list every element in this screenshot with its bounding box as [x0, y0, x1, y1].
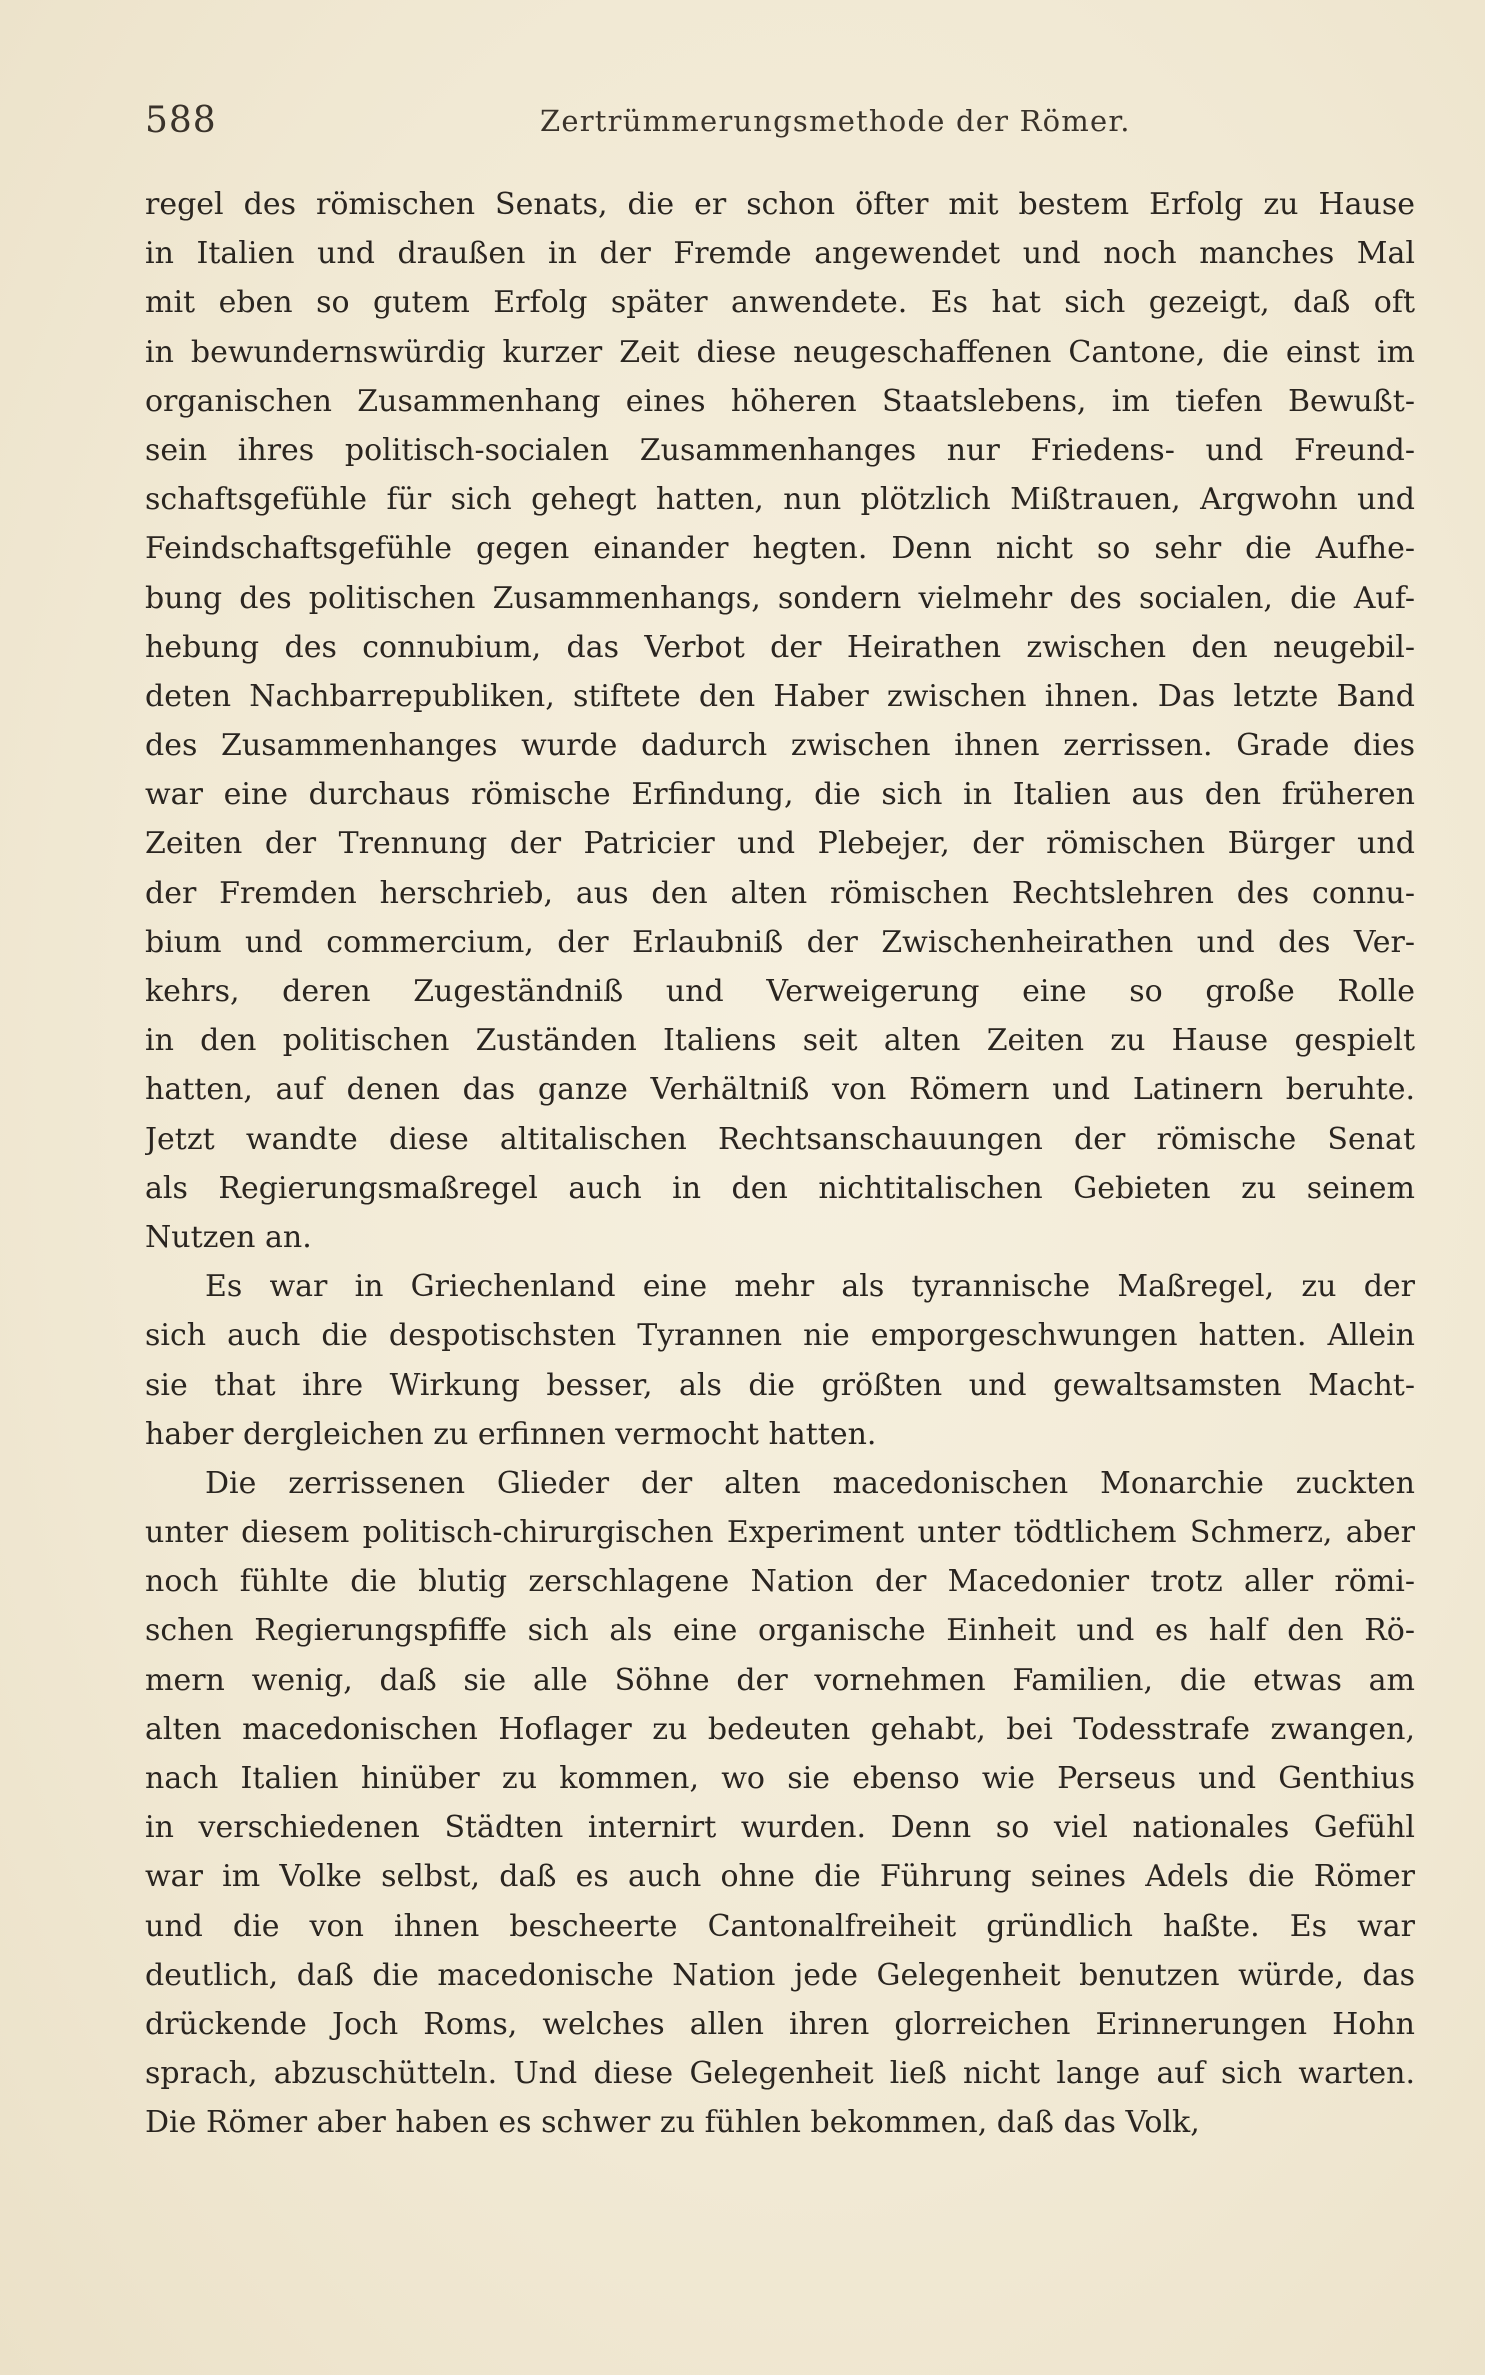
text-line: war im Volke selbst, daß es auch ohne die Führung seines Adels die Römer [145, 1859, 1415, 1895]
text-line: Jetzt wandte diese altitalischen Rechtsanschauungen der römische Senat [145, 1121, 1415, 1157]
text-line: mit eben so gutem Erfolg später anwendete. Es hat sich gezeigt, daß oft [145, 285, 1415, 321]
text-line: in verschiedenen Städten internirt wurden. Denn so viel nationales Gefühl [145, 1810, 1415, 1846]
page-number: 588 [145, 100, 217, 141]
text-line: in Italien und draußen in der Fremde angewendet und noch manches Mal [145, 236, 1415, 272]
page-header [145, 100, 1415, 160]
paragraph [145, 1262, 1415, 1459]
body-text [145, 180, 1415, 2148]
text-line: Zeiten der Trennung der Patricier und Plebejer, der römischen Bürger und [145, 826, 1415, 862]
text-line: bung des politischen Zusammenhangs, sondern vielmehr des socialen, die Auf- [145, 580, 1415, 616]
text-line: drückende Joch Roms, welches allen ihren glorreichen Erinnerungen Hohn [145, 2006, 1415, 2042]
text-line: in bewundernswürdig kurzer Zeit diese neugeschaffenen Cantone, die einst im [145, 334, 1415, 370]
paragraph [145, 1459, 1415, 2148]
text-line: der Fremden herschrieb, aus den alten römischen Rechtslehren des connu- [145, 875, 1415, 911]
text-line: als Regierungsmaßregel auch in den nichtitalischen Gebieten zu seinem [145, 1170, 1415, 1206]
text-line: sie that ihre Wirkung besser, als die größten und gewaltsamsten Macht- [145, 1367, 1415, 1403]
text-line: deutlich, daß die macedonische Nation jede Gelegenheit benutzen würde, das [145, 1957, 1415, 1993]
text-line: schaftsgefühle für sich gehegt hatten, nun plötzlich Mißtrauen, Argwohn und [145, 482, 1415, 518]
text-line: Nutzen an. [145, 1219, 312, 1255]
text-line: des Zusammenhanges wurde dadurch zwischen ihnen zerrissen. Grade dies [145, 728, 1415, 764]
text-line: Die Römer aber haben es schwer zu fühlen bekommen, daß das Volk, [145, 2105, 1200, 2141]
text-line: Feindschaftsgefühle gegen einander hegten. Denn nicht so sehr die Aufhe- [145, 531, 1415, 567]
text-line: nach Italien hinüber zu kommen, wo sie ebenso wie Perseus und Genthius [145, 1761, 1415, 1796]
text-line: hatten, auf denen das ganze Verhältniß von Römern und Latinern beruhte. [145, 1072, 1415, 1108]
text-line: hebung des connubium, das Verbot der Heirathen zwischen den neugebil- [145, 629, 1415, 665]
text-line: kehrs, deren Zugeständniß und Verweigerung eine so große Rolle [145, 974, 1415, 1009]
text-line: mern wenig, daß sie alle Söhne der vornehmen Familien, die etwas am [145, 1662, 1415, 1698]
running-title: Zertrümmerungsmethode der Römer. [540, 104, 1131, 138]
text-line: deten Nachbarrepubliken, stiftete den Haber zwischen ihnen. Das letzte Band [145, 678, 1415, 714]
text-line: war eine durchaus römische Erfindung, die sich in Italien aus den früheren [145, 777, 1415, 813]
text-line: organischen Zusammenhang eines höheren Staatslebens, im tiefen Bewußt- [145, 383, 1415, 419]
paragraph [145, 180, 1415, 1262]
text-line: sich auch die despotischsten Tyrannen nie emporgeschwungen hatten. Allein [145, 1318, 1415, 1354]
text-line: alten macedonischen Hoflager zu bedeuten gehabt, bei Todesstrafe zwangen, [145, 1711, 1415, 1747]
text-line: Es war in Griechenland eine mehr als tyrannische Maßregel, zu der [205, 1269, 1415, 1305]
text-line: schen Regierungspfiffe sich als eine organische Einheit und es half den Rö- [145, 1613, 1415, 1649]
text-line: sein ihres politisch-socialen Zusammenhanges nur Friedens- und Freund- [145, 432, 1415, 468]
text-line: regel des römischen Senats, die er schon öfter mit bestem Erfolg zu Hause [145, 187, 1415, 222]
text-line: bium und commercium, der Erlaubniß der Zwischenheirathen und des Ver- [145, 924, 1415, 960]
text-line: und die von ihnen bescheerte Cantonalfreiheit gründlich haßte. Es war [145, 1908, 1415, 1944]
text-line: in den politischen Zuständen Italiens seit alten Zeiten zu Hause gespielt [145, 1023, 1415, 1059]
text-line: haber dergleichen zu erfinnen vermocht hatten. [145, 1416, 877, 1452]
text-line: noch fühlte die blutig zerschlagene Nation der Macedonier trotz aller römi- [145, 1564, 1415, 1600]
text-line: sprach, abzuschütteln. Und diese Gelegenheit ließ nicht lange auf sich warten. [145, 2056, 1415, 2092]
text-line: Die zerrissenen Glieder der alten macedonischen Monarchie zuckten [205, 1465, 1415, 1501]
text-line: unter diesem politisch-chirurgischen Experiment unter tödtlichem Schmerz, aber [145, 1515, 1415, 1551]
